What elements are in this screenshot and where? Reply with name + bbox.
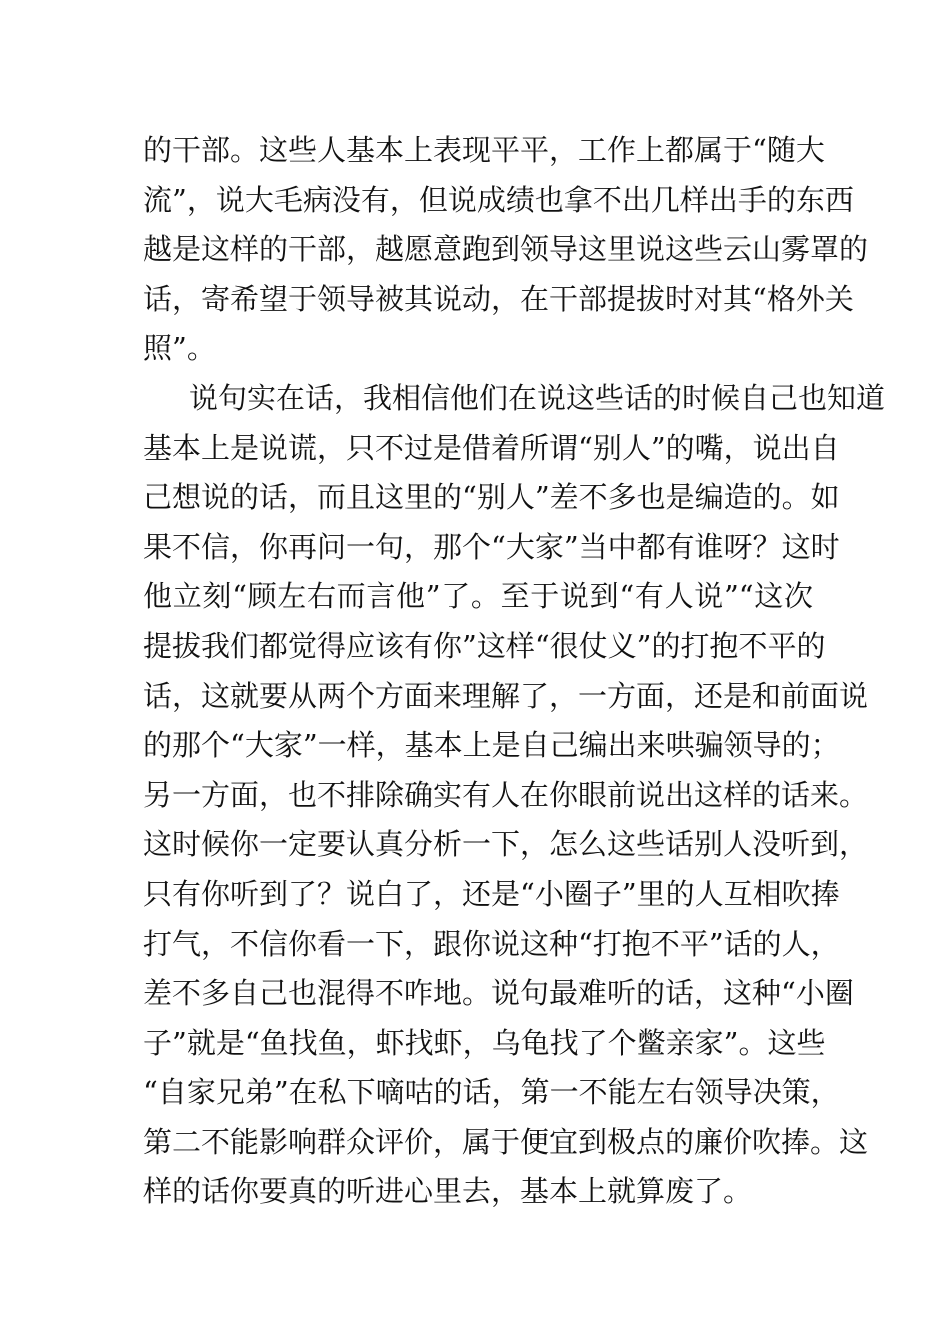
text-line: 样的话你要真的听进心里去，基本上就算废了。 — [143, 1174, 753, 1209]
text-line: 打气，不信你看一下，跟你说这种“打抱不平”话的人， — [143, 926, 840, 961]
text-line: “自家兄弟”在私下嘀咕的话，第一不能左右领导决策， — [143, 1075, 840, 1110]
text-line: 果不信，你再问一句，那个“大家”当中都有谁呀？这时 — [143, 529, 840, 564]
text-line: 这时候你一定要认真分析一下，怎么这些话别人没听到， — [143, 827, 869, 862]
paragraph-1 — [143, 126, 869, 374]
text-line: 照”。 — [143, 331, 216, 366]
text-line: 他立刻“顾左右而言他”了。至于说到“有人说”“这次 — [143, 579, 813, 614]
document-page — [143, 126, 886, 1217]
text-line: 越是这样的干部，越愿意跑到领导这里说这些云山雾罩的 — [143, 232, 869, 267]
text-line: 的干部。这些人基本上表现平平，工作上都属于“随大 — [143, 133, 825, 167]
text-line: 提拔我们都觉得应该有你”这样“很仗义”的打抱不平的 — [143, 628, 826, 663]
text-line: 说句实在话，我相信他们在说这些话的时候自己也知道 — [189, 380, 886, 415]
text-line: 话，寄希望于领导被其说动，在干部提拔时对其“格外关 — [143, 281, 854, 316]
text-line: 基本上是说谎，只不过是借着所谓“别人”的嘴，说出自 — [143, 430, 840, 465]
paragraph-2 — [143, 374, 886, 1217]
text-line: 另一方面，也不排除确实有人在你眼前说出这样的话来。 — [143, 777, 869, 812]
text-line: 话，这就要从两个方面来理解了，一方面，还是和前面说 — [143, 678, 869, 713]
text-line: 第二不能影响群众评价，属于便宜到极点的廉价吹捧。这 — [143, 1124, 869, 1159]
text-line: 差不多自己也混得不咋地。说句最难听的话，这种“小圈 — [143, 976, 854, 1011]
text-line: 子”就是“鱼找鱼，虾找虾，乌龟找了个鳖亲家”。这些 — [143, 1025, 826, 1060]
text-line: 只有你听到了？说白了，还是“小圈子”里的人互相吹捧 — [143, 876, 840, 911]
text-line: 流”，说大毛病没有，但说成绩也拿不出几样出手的东西 — [143, 182, 854, 217]
text-line: 的那个“大家”一样，基本上是自己编出来哄骗领导的； — [143, 728, 840, 763]
text-line: 己想说的话，而且这里的“别人”差不多也是编造的。如 — [143, 480, 840, 515]
